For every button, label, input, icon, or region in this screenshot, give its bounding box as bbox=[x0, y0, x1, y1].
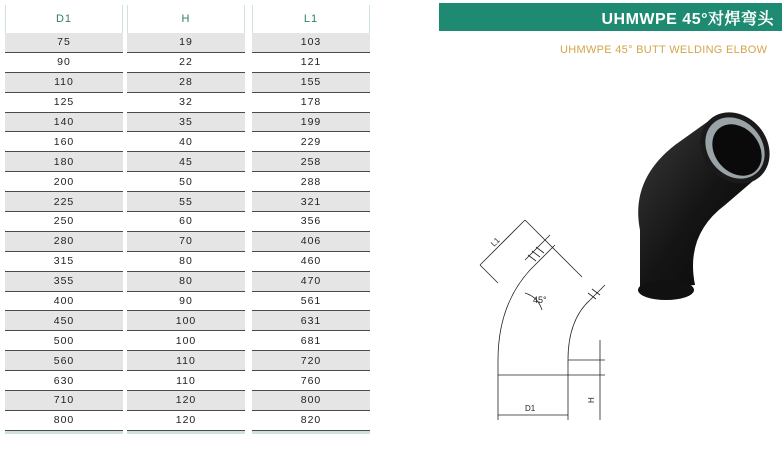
angle-label: 45° bbox=[533, 295, 547, 305]
table-column bbox=[252, 5, 370, 434]
table-cell: 229 bbox=[252, 132, 370, 152]
table-cell: 121 bbox=[252, 53, 370, 73]
table-cell: 321 bbox=[252, 192, 370, 212]
page-title: UHMWPE 45°对焊弯头 bbox=[601, 10, 774, 28]
table-cell: 90 bbox=[5, 53, 123, 73]
l1-label: L1 bbox=[489, 235, 502, 249]
table-cell: 178 bbox=[252, 93, 370, 113]
table-cell: 125 bbox=[5, 93, 123, 113]
table-cell: 631 bbox=[252, 311, 370, 331]
table-cell: 561 bbox=[252, 292, 370, 312]
table-cell: 225 bbox=[5, 192, 123, 212]
table-cell: 28 bbox=[127, 73, 245, 93]
column-header: H bbox=[127, 5, 245, 33]
table-cell: 820 bbox=[252, 411, 370, 431]
table-cell: 258 bbox=[252, 152, 370, 172]
table-cell: 400 bbox=[5, 292, 123, 312]
table-cell: 155 bbox=[252, 73, 370, 93]
table-cell: 110 bbox=[5, 73, 123, 93]
table-cell: 80 bbox=[127, 252, 245, 272]
column-header: L1 bbox=[252, 5, 370, 33]
table-cell: 103 bbox=[252, 33, 370, 53]
table-cell: 22 bbox=[127, 53, 245, 73]
table-cell: 32 bbox=[127, 93, 245, 113]
table-cell: 60 bbox=[127, 212, 245, 232]
table-cell: 120 bbox=[127, 411, 245, 431]
table-footer-bar bbox=[5, 431, 123, 434]
table-footer-bar bbox=[252, 431, 370, 434]
table-cell: 140 bbox=[5, 113, 123, 133]
table-cell: 100 bbox=[127, 311, 245, 331]
elbow-product-photo bbox=[600, 100, 780, 310]
table-cell: 460 bbox=[252, 252, 370, 272]
table-cell: 35 bbox=[127, 113, 245, 133]
table-cell: 250 bbox=[5, 212, 123, 232]
h-label: H bbox=[587, 397, 596, 403]
table-cell: 406 bbox=[252, 232, 370, 252]
table-cell: 720 bbox=[252, 351, 370, 371]
table-cell: 355 bbox=[5, 272, 123, 292]
table-cell: 70 bbox=[127, 232, 245, 252]
table-cell: 288 bbox=[252, 172, 370, 192]
table-cell: 315 bbox=[5, 252, 123, 272]
table-cell: 45 bbox=[127, 152, 245, 172]
table-cell: 800 bbox=[252, 391, 370, 411]
table-cell: 470 bbox=[252, 272, 370, 292]
column-header: D1 bbox=[5, 5, 123, 33]
table-cell: 110 bbox=[127, 351, 245, 371]
table-cell: 500 bbox=[5, 331, 123, 351]
table-cell: 120 bbox=[127, 391, 245, 411]
table-cell: 560 bbox=[5, 351, 123, 371]
table-cell: 90 bbox=[127, 292, 245, 312]
table-cell: 450 bbox=[5, 311, 123, 331]
table-cell: 280 bbox=[5, 232, 123, 252]
page-title-bar bbox=[439, 3, 782, 31]
table-cell: 630 bbox=[5, 371, 123, 391]
table-cell: 100 bbox=[127, 331, 245, 351]
table-cell: 75 bbox=[5, 33, 123, 53]
table-cell: 710 bbox=[5, 391, 123, 411]
table-footer-bar bbox=[127, 431, 245, 434]
table-column bbox=[5, 5, 123, 434]
table-cell: 19 bbox=[127, 33, 245, 53]
table-cell: 180 bbox=[5, 152, 123, 172]
d1-label: D1 bbox=[525, 404, 536, 413]
table-cell: 356 bbox=[252, 212, 370, 232]
table-column bbox=[127, 5, 245, 434]
table-cell: 200 bbox=[5, 172, 123, 192]
table-cell: 760 bbox=[252, 371, 370, 391]
table-cell: 40 bbox=[127, 132, 245, 152]
table-cell: 681 bbox=[252, 331, 370, 351]
table-cell: 199 bbox=[252, 113, 370, 133]
elbow-technical-drawing bbox=[470, 215, 610, 430]
table-cell: 50 bbox=[127, 172, 245, 192]
table-cell: 160 bbox=[5, 132, 123, 152]
table-cell: 80 bbox=[127, 272, 245, 292]
table-cell: 110 bbox=[127, 371, 245, 391]
page-subtitle: UHMWPE 45° BUTT WELDING ELBOW bbox=[560, 44, 768, 56]
table-cell: 55 bbox=[127, 192, 245, 212]
table-cell: 800 bbox=[5, 411, 123, 431]
